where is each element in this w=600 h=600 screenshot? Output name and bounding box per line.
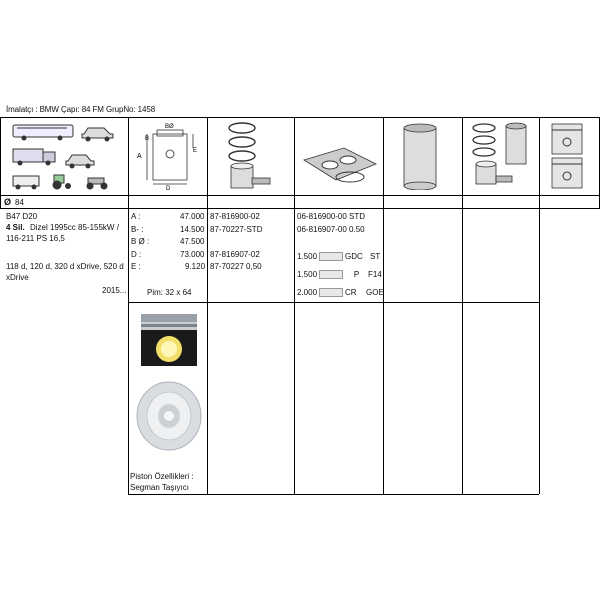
- bus-icon: [13, 125, 73, 140]
- diameter-value: 84: [15, 198, 24, 207]
- ring-profile-icon: [319, 270, 343, 279]
- svg-text:D: D: [166, 186, 171, 190]
- grid-line: [207, 117, 208, 494]
- engine-cyl: 4 Sil.: [6, 223, 25, 232]
- svg-text:B: B: [145, 136, 150, 142]
- grid-line: [462, 117, 463, 494]
- diameter-symbol: Ø: [4, 197, 12, 207]
- piston-code: 87-816907-02: [210, 250, 260, 259]
- dim-label: E :: [131, 262, 141, 271]
- header-line: İmalatçı : BMW Çapı: 84 FM GrupNo: 1458: [6, 105, 156, 114]
- dim-value: 47.000: [180, 212, 205, 221]
- grid-line: [294, 117, 295, 494]
- ring-code: 06-816900-00 STD: [297, 212, 366, 221]
- ring-set-icon: [222, 120, 282, 192]
- dim-label: A :: [131, 212, 141, 221]
- svg-text:BØ: BØ: [165, 124, 174, 130]
- dim-value: 73.000: [180, 250, 205, 259]
- truck-icon: [13, 149, 55, 165]
- engine-desc-2: 116-211 PS 16,5: [6, 234, 65, 243]
- dim-label: D :: [131, 250, 142, 259]
- cylinder-head-icon: [300, 140, 380, 190]
- ring-size: 2.000: [297, 288, 318, 297]
- tractor-icon: [53, 175, 71, 189]
- grid-line: [0, 195, 600, 196]
- features-title: Piston Özellikleri :: [130, 472, 194, 481]
- engine-year: 2015...: [102, 286, 127, 295]
- ring-type: GDC: [345, 252, 363, 261]
- svg-text:A: A: [137, 153, 142, 160]
- ring-size: 1.500: [297, 252, 318, 261]
- car-icon: [82, 128, 113, 141]
- grid-line: [0, 117, 1, 208]
- ring-profile-icon: [319, 252, 343, 261]
- features-line-1: Segman Taşıyıcı: [130, 483, 189, 492]
- dim-label: B- :: [131, 225, 144, 234]
- ring-type: CR: [345, 288, 357, 297]
- dim-value: 14.500: [180, 225, 205, 234]
- grid-line: [383, 117, 384, 494]
- dim-value: 9.120: [185, 262, 206, 271]
- engine-desc-1: Dizel 1995cc 85-155kW /: [30, 223, 119, 232]
- grid-line: [539, 117, 540, 494]
- piston-photo-top: [133, 376, 205, 456]
- ring-profile-icon: [319, 288, 343, 297]
- grid-line: [0, 208, 600, 209]
- ring-grade: ST: [370, 252, 381, 261]
- piston-diagram-icon: [135, 122, 203, 190]
- ring-grade: F14: [368, 270, 382, 279]
- piston-code: 87-70227 0,50: [210, 262, 262, 271]
- liner-icon: [398, 122, 444, 190]
- ring-grade: GOE: [366, 288, 384, 297]
- grid-line: [128, 302, 539, 303]
- atv-icon: [87, 178, 107, 189]
- piston-photo-side: [133, 308, 205, 374]
- dim-label: B Ø :: [131, 237, 150, 246]
- grid-top-line: [0, 117, 600, 118]
- engine-models-1: 118 d, 120 d, 320 d xDrive, 520 d: [6, 262, 124, 271]
- ring-size: 1.500: [297, 270, 318, 279]
- van-icon: [13, 176, 39, 189]
- svg-text:E: E: [193, 148, 198, 154]
- piston-code: 87-816900-02: [210, 212, 260, 221]
- ring-row: [297, 252, 363, 262]
- grid-line: [128, 117, 129, 494]
- grid-line: [128, 494, 539, 495]
- vehicles-icon: [12, 122, 124, 192]
- dim-value: 47.500: [180, 237, 205, 246]
- ring-row: [297, 288, 357, 298]
- engine-models-2: xDrive: [6, 273, 29, 282]
- pin-size: Pim: 32 x 64: [147, 288, 192, 297]
- pistons-icon: [546, 120, 590, 194]
- piston-kit-icon: [468, 120, 534, 192]
- car-small-icon: [66, 155, 94, 168]
- ring-type: P: [353, 270, 360, 279]
- engine-code: B47 D20: [6, 212, 38, 221]
- ring-row: [297, 270, 359, 280]
- ring-code: 06-816907-00 0.50: [297, 225, 365, 234]
- piston-code: 87-70227-STD: [210, 225, 263, 234]
